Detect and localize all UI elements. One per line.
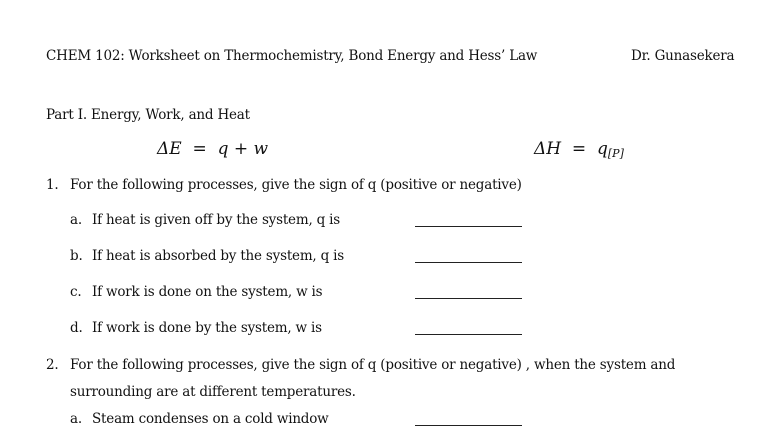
item-letter: a.: [70, 411, 82, 427]
equation-energy-rhs: q + w: [217, 139, 269, 159]
item-text: If heat is given off by the system, q is: [92, 212, 340, 228]
answer-blank[interactable]: [415, 262, 522, 263]
author-name: Dr. Gunasekera: [631, 48, 735, 64]
equation-enthalpy-rhs: q: [596, 139, 608, 159]
equation-energy-lhs: ΔE: [157, 139, 182, 159]
answer-blank[interactable]: [415, 425, 522, 426]
question-text-line1: For the following processes, give the sign of q (positive or negative) , when the system and: [70, 357, 676, 373]
worksheet-title: CHEM 102: Worksheet on Thermochemistry, Bond Energy and Hess’ Law: [46, 48, 538, 64]
answer-blank[interactable]: [415, 334, 522, 335]
question-number: 1.: [46, 177, 59, 193]
item-text: If work is done on the system, w is: [92, 284, 323, 300]
question-text-line2: surrounding are at different temperatures.: [70, 384, 356, 400]
item-letter: c.: [70, 284, 82, 300]
item-letter: a.: [70, 212, 82, 228]
equals-sign: =: [566, 139, 592, 159]
equation-enthalpy-subscript: [P]: [607, 147, 624, 160]
equals-sign: =: [187, 139, 213, 159]
question-text: For the following processes, give the sign of q (positive or negative): [70, 177, 522, 193]
part-heading: Part I. Energy, Work, and Heat: [46, 107, 250, 123]
equation-energy: [157, 139, 268, 159]
item-text: Steam condenses on a cold window: [92, 411, 329, 427]
answer-blank[interactable]: [415, 226, 522, 227]
item-text: If heat is absorbed by the system, q is: [92, 248, 344, 264]
equation-enthalpy-lhs: ΔH: [534, 139, 562, 159]
item-letter: b.: [70, 248, 83, 264]
answer-blank[interactable]: [415, 298, 522, 299]
question-number: 2.: [46, 357, 59, 373]
equation-enthalpy: [534, 139, 624, 160]
item-letter: d.: [70, 320, 83, 336]
item-text: If work is done by the system, w is: [92, 320, 322, 336]
